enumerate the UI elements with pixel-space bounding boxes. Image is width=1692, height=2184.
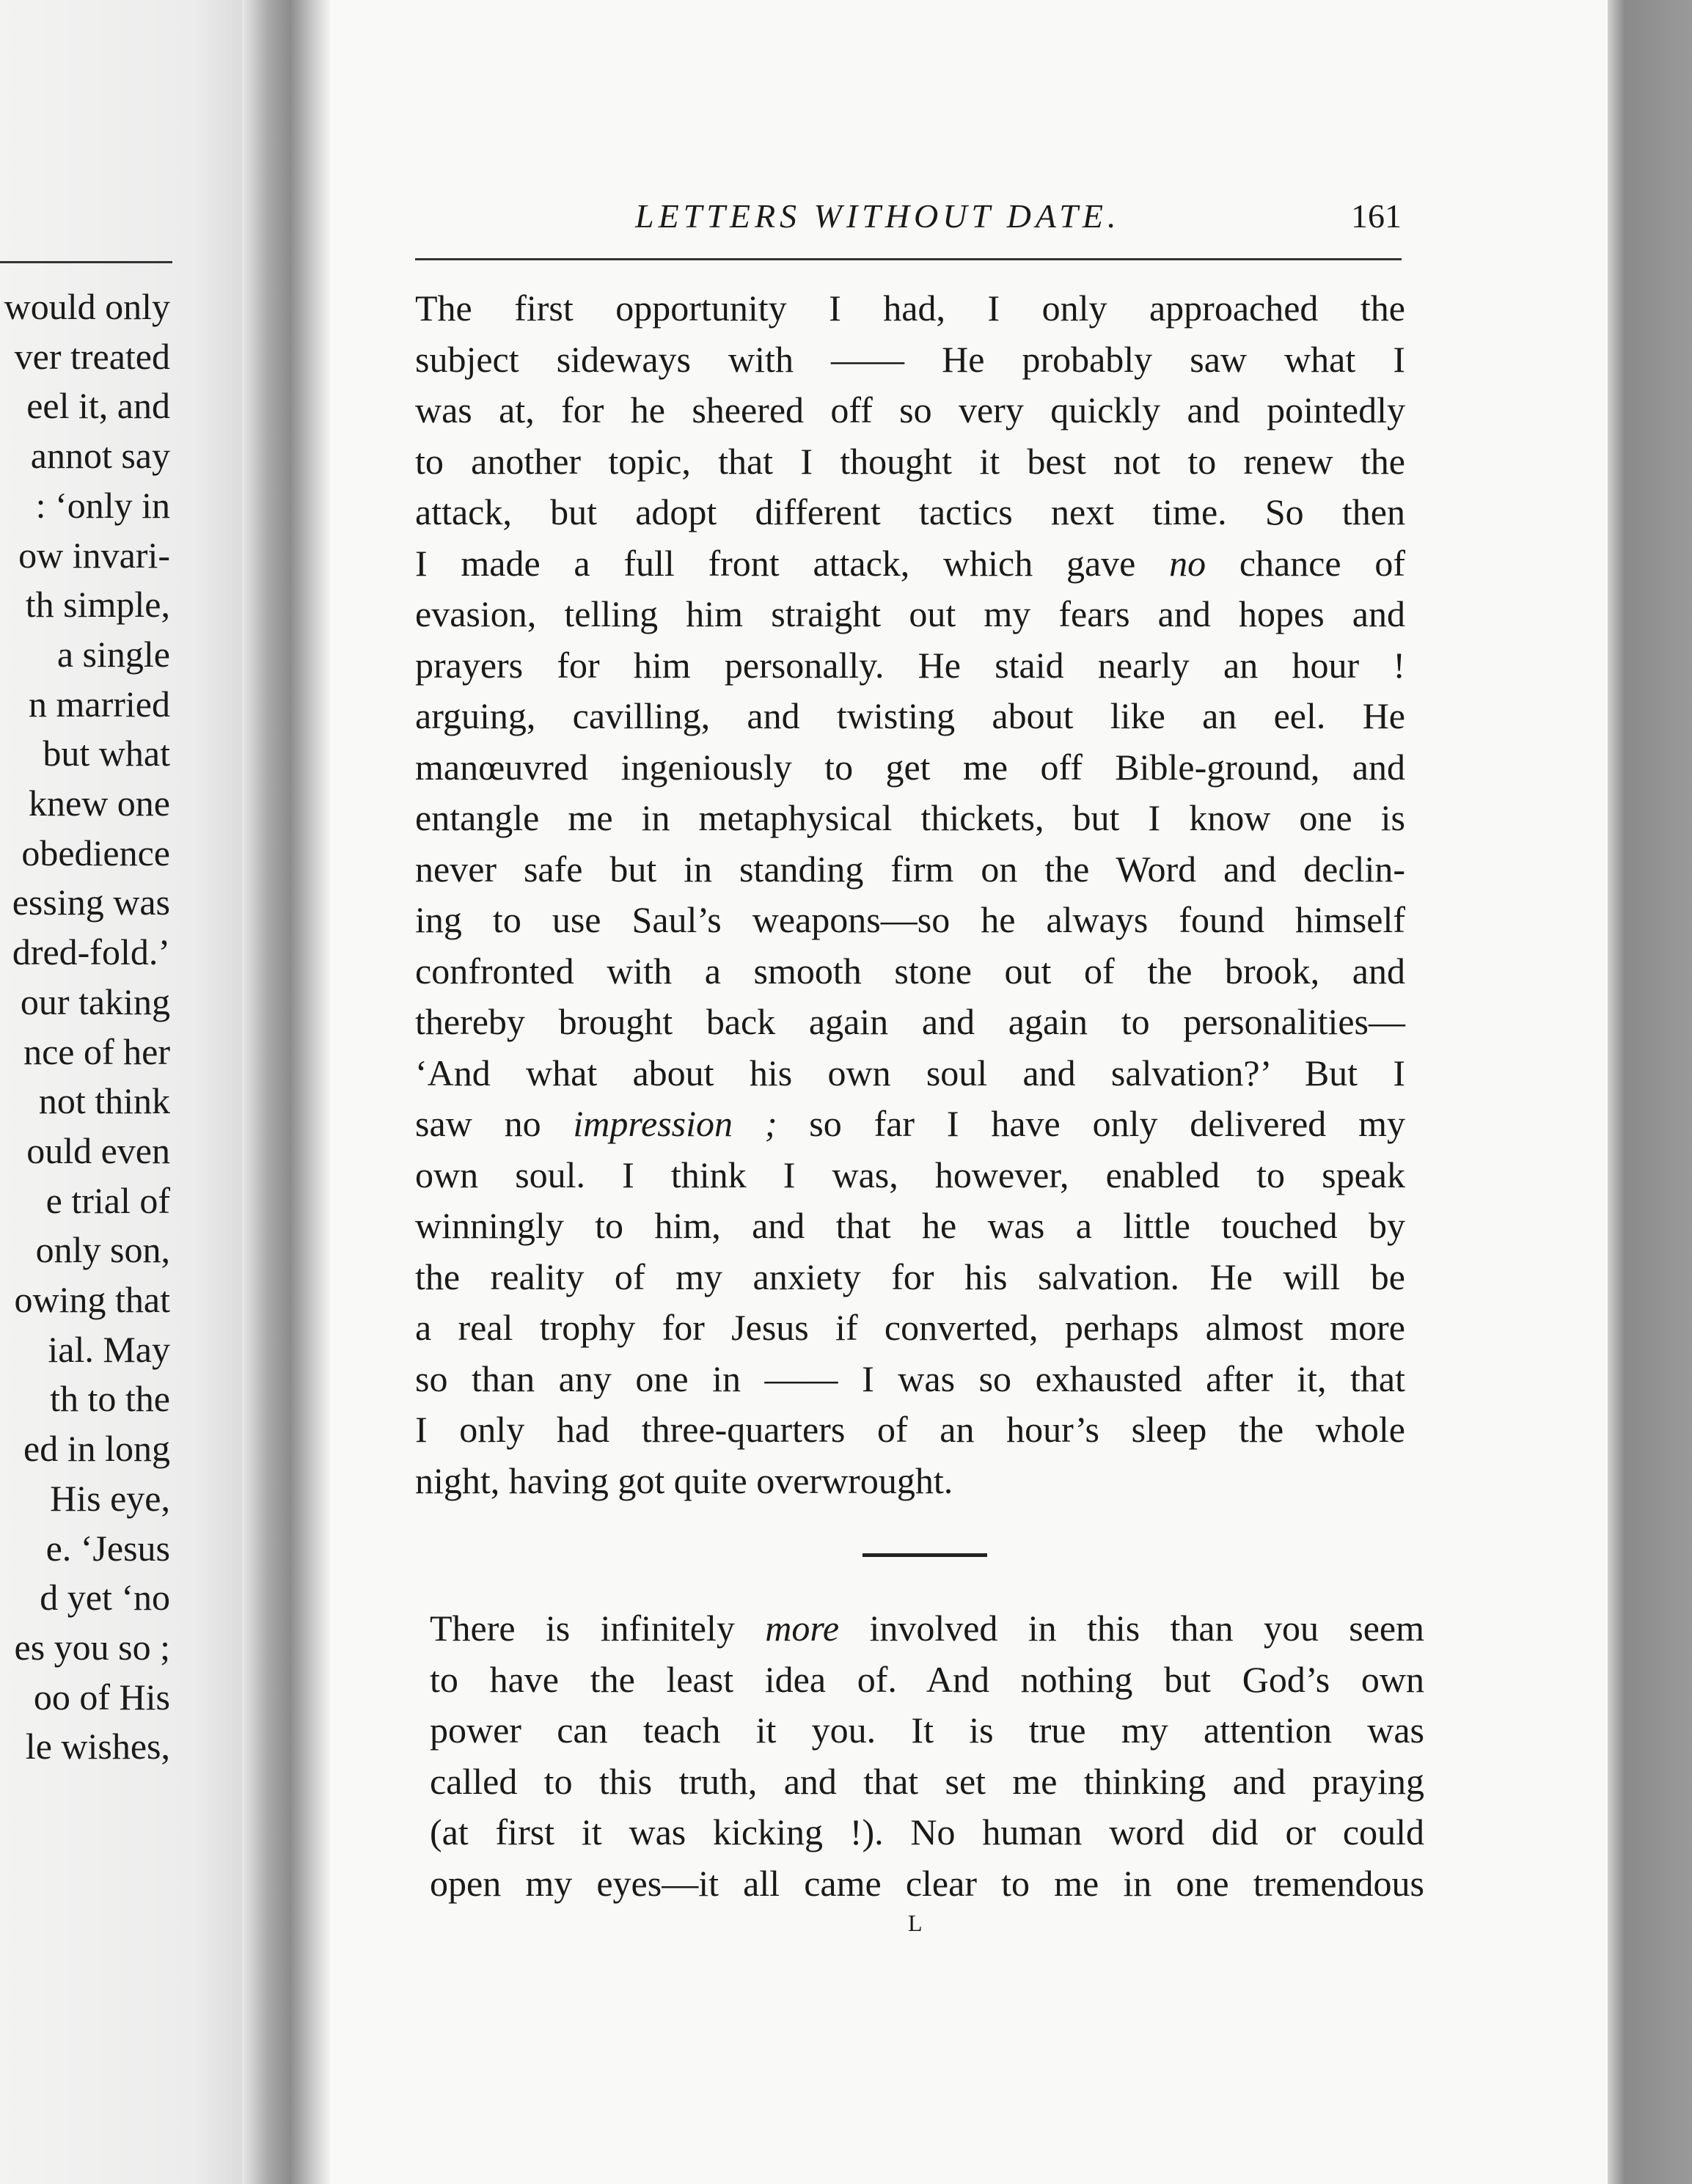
- left-page-line: n married: [29, 683, 170, 725]
- left-page-line: ow invari-: [18, 534, 170, 576]
- left-page-line: owing that: [14, 1279, 170, 1320]
- left-page-line: knew one: [29, 783, 170, 824]
- left-page-line: ial. May: [48, 1328, 170, 1370]
- left-page-line: annot say: [30, 435, 170, 477]
- left-page-line: th simple,: [25, 584, 170, 626]
- text-line: saw no impression ; so far I have only delivered my: [415, 1103, 1405, 1144]
- paragraph-1: [415, 283, 1405, 1506]
- text-line: entangle me in metaphysical thickets, but I know one is: [415, 797, 1405, 838]
- left-page-line: ed in long: [23, 1428, 170, 1470]
- text-line: subject sideways with —— He probably saw what I: [415, 338, 1405, 380]
- left-page-line: th to the: [50, 1378, 170, 1420]
- left-page-line: es you so ;: [14, 1626, 170, 1668]
- left-page-line: a single: [56, 633, 170, 675]
- text-line: called to this truth, and that set me thinking and praying: [430, 1760, 1424, 1802]
- book-gutter: [242, 0, 330, 2184]
- left-page-line: : ‘only in: [35, 484, 170, 526]
- left-page-line: His eye,: [50, 1477, 170, 1519]
- text-line: evasion, telling him straight out my fears and hopes and: [415, 593, 1405, 634]
- left-page-line: e trial of: [45, 1179, 170, 1221]
- text-line: open my eyes—it all came clear to me in one tremendous: [430, 1862, 1424, 1904]
- left-page-line: ould even: [26, 1129, 170, 1171]
- facing-page-left: [0, 0, 242, 2184]
- left-page-line: le wishes,: [25, 1726, 170, 1767]
- left-page-line: would only: [4, 286, 170, 327]
- left-page-line: but what: [43, 733, 170, 774]
- left-page-line: obedience: [21, 832, 170, 873]
- left-page-line: nce of her: [23, 1030, 170, 1072]
- text-line: to another topic, that I thought it best not to renew the: [415, 440, 1405, 482]
- left-page-line: d yet ‘no: [40, 1577, 170, 1619]
- page-number: 161: [1351, 197, 1402, 235]
- text-line: The first opportunity I had, I only approached the: [415, 287, 1405, 329]
- text-line: manœuvred ingeniously to get me off Bible-ground, and: [415, 746, 1405, 788]
- text-line: ‘And what about his own soul and salvation?’ But I: [415, 1052, 1405, 1093]
- page-edge-shadow: [1608, 0, 1692, 2184]
- text-line: attack, but adopt different tactics next time. So then: [415, 491, 1405, 532]
- text-line: the reality of my anxiety for his salvation. He will be: [415, 1256, 1405, 1297]
- text-line: own soul. I think I was, however, enabled to speak: [415, 1154, 1405, 1195]
- running-title: LETTERS WITHOUT DATE.: [635, 197, 1121, 235]
- left-page-line: not think: [38, 1080, 170, 1122]
- text-line: so than any one in —— I was so exhausted after it, that: [415, 1357, 1405, 1399]
- text-line: I only had three-quarters of an hour’s sleep the whole: [415, 1409, 1405, 1450]
- section-divider: [863, 1553, 987, 1557]
- text-line: night, having got quite overwrought.: [415, 1459, 953, 1501]
- left-page-line: only son,: [35, 1229, 170, 1271]
- left-page-line: dred-fold.’: [12, 931, 170, 973]
- left-page-line: our taking: [20, 981, 170, 1022]
- text-line: to have the least idea of. And nothing but God’s own: [430, 1658, 1424, 1700]
- text-line: a real trophy for Jesus if converted, perhaps almost more: [415, 1307, 1405, 1348]
- text-line: prayers for him personally. He staid nearly an hour !: [415, 644, 1405, 686]
- text-line: arguing, cavilling, and twisting about like an eel. He: [415, 695, 1405, 736]
- page-header: [415, 197, 1402, 248]
- signature-mark: L: [908, 1910, 923, 1936]
- text-line: was at, for he sheered off so very quickly and pointedly: [415, 389, 1405, 430]
- text-line: (at first it was kicking !). No human word did or could: [430, 1811, 1424, 1853]
- left-page-line: ver treated: [14, 335, 170, 377]
- text-line: power can teach it you. It is true my attention was: [430, 1710, 1424, 1751]
- header-rule: [415, 258, 1402, 260]
- left-page-line: e. ‘Jesus: [45, 1527, 170, 1569]
- text-line: never safe but in standing firm on the Word and declin-: [415, 848, 1405, 890]
- text-line: thereby brought back again and again to personalities—: [415, 1001, 1405, 1042]
- left-page-header-rule: [0, 261, 172, 263]
- left-page-line: eel it, and: [26, 385, 170, 427]
- left-page-line: essing was: [12, 882, 170, 923]
- text-line: confronted with a smooth stone out of the brook, and: [415, 950, 1405, 992]
- text-line: There is infinitely more involved in this than you seem: [430, 1608, 1425, 1649]
- text-line: I made a full front attack, which gave no chance of: [415, 542, 1406, 584]
- paragraph-2: [430, 1603, 1424, 1909]
- text-line: winningly to him, and that he was a little touched by: [415, 1205, 1405, 1246]
- left-page-line: oo of His: [33, 1676, 170, 1718]
- text-line: ing to use Saul’s weapons—so he always found himself: [415, 899, 1405, 940]
